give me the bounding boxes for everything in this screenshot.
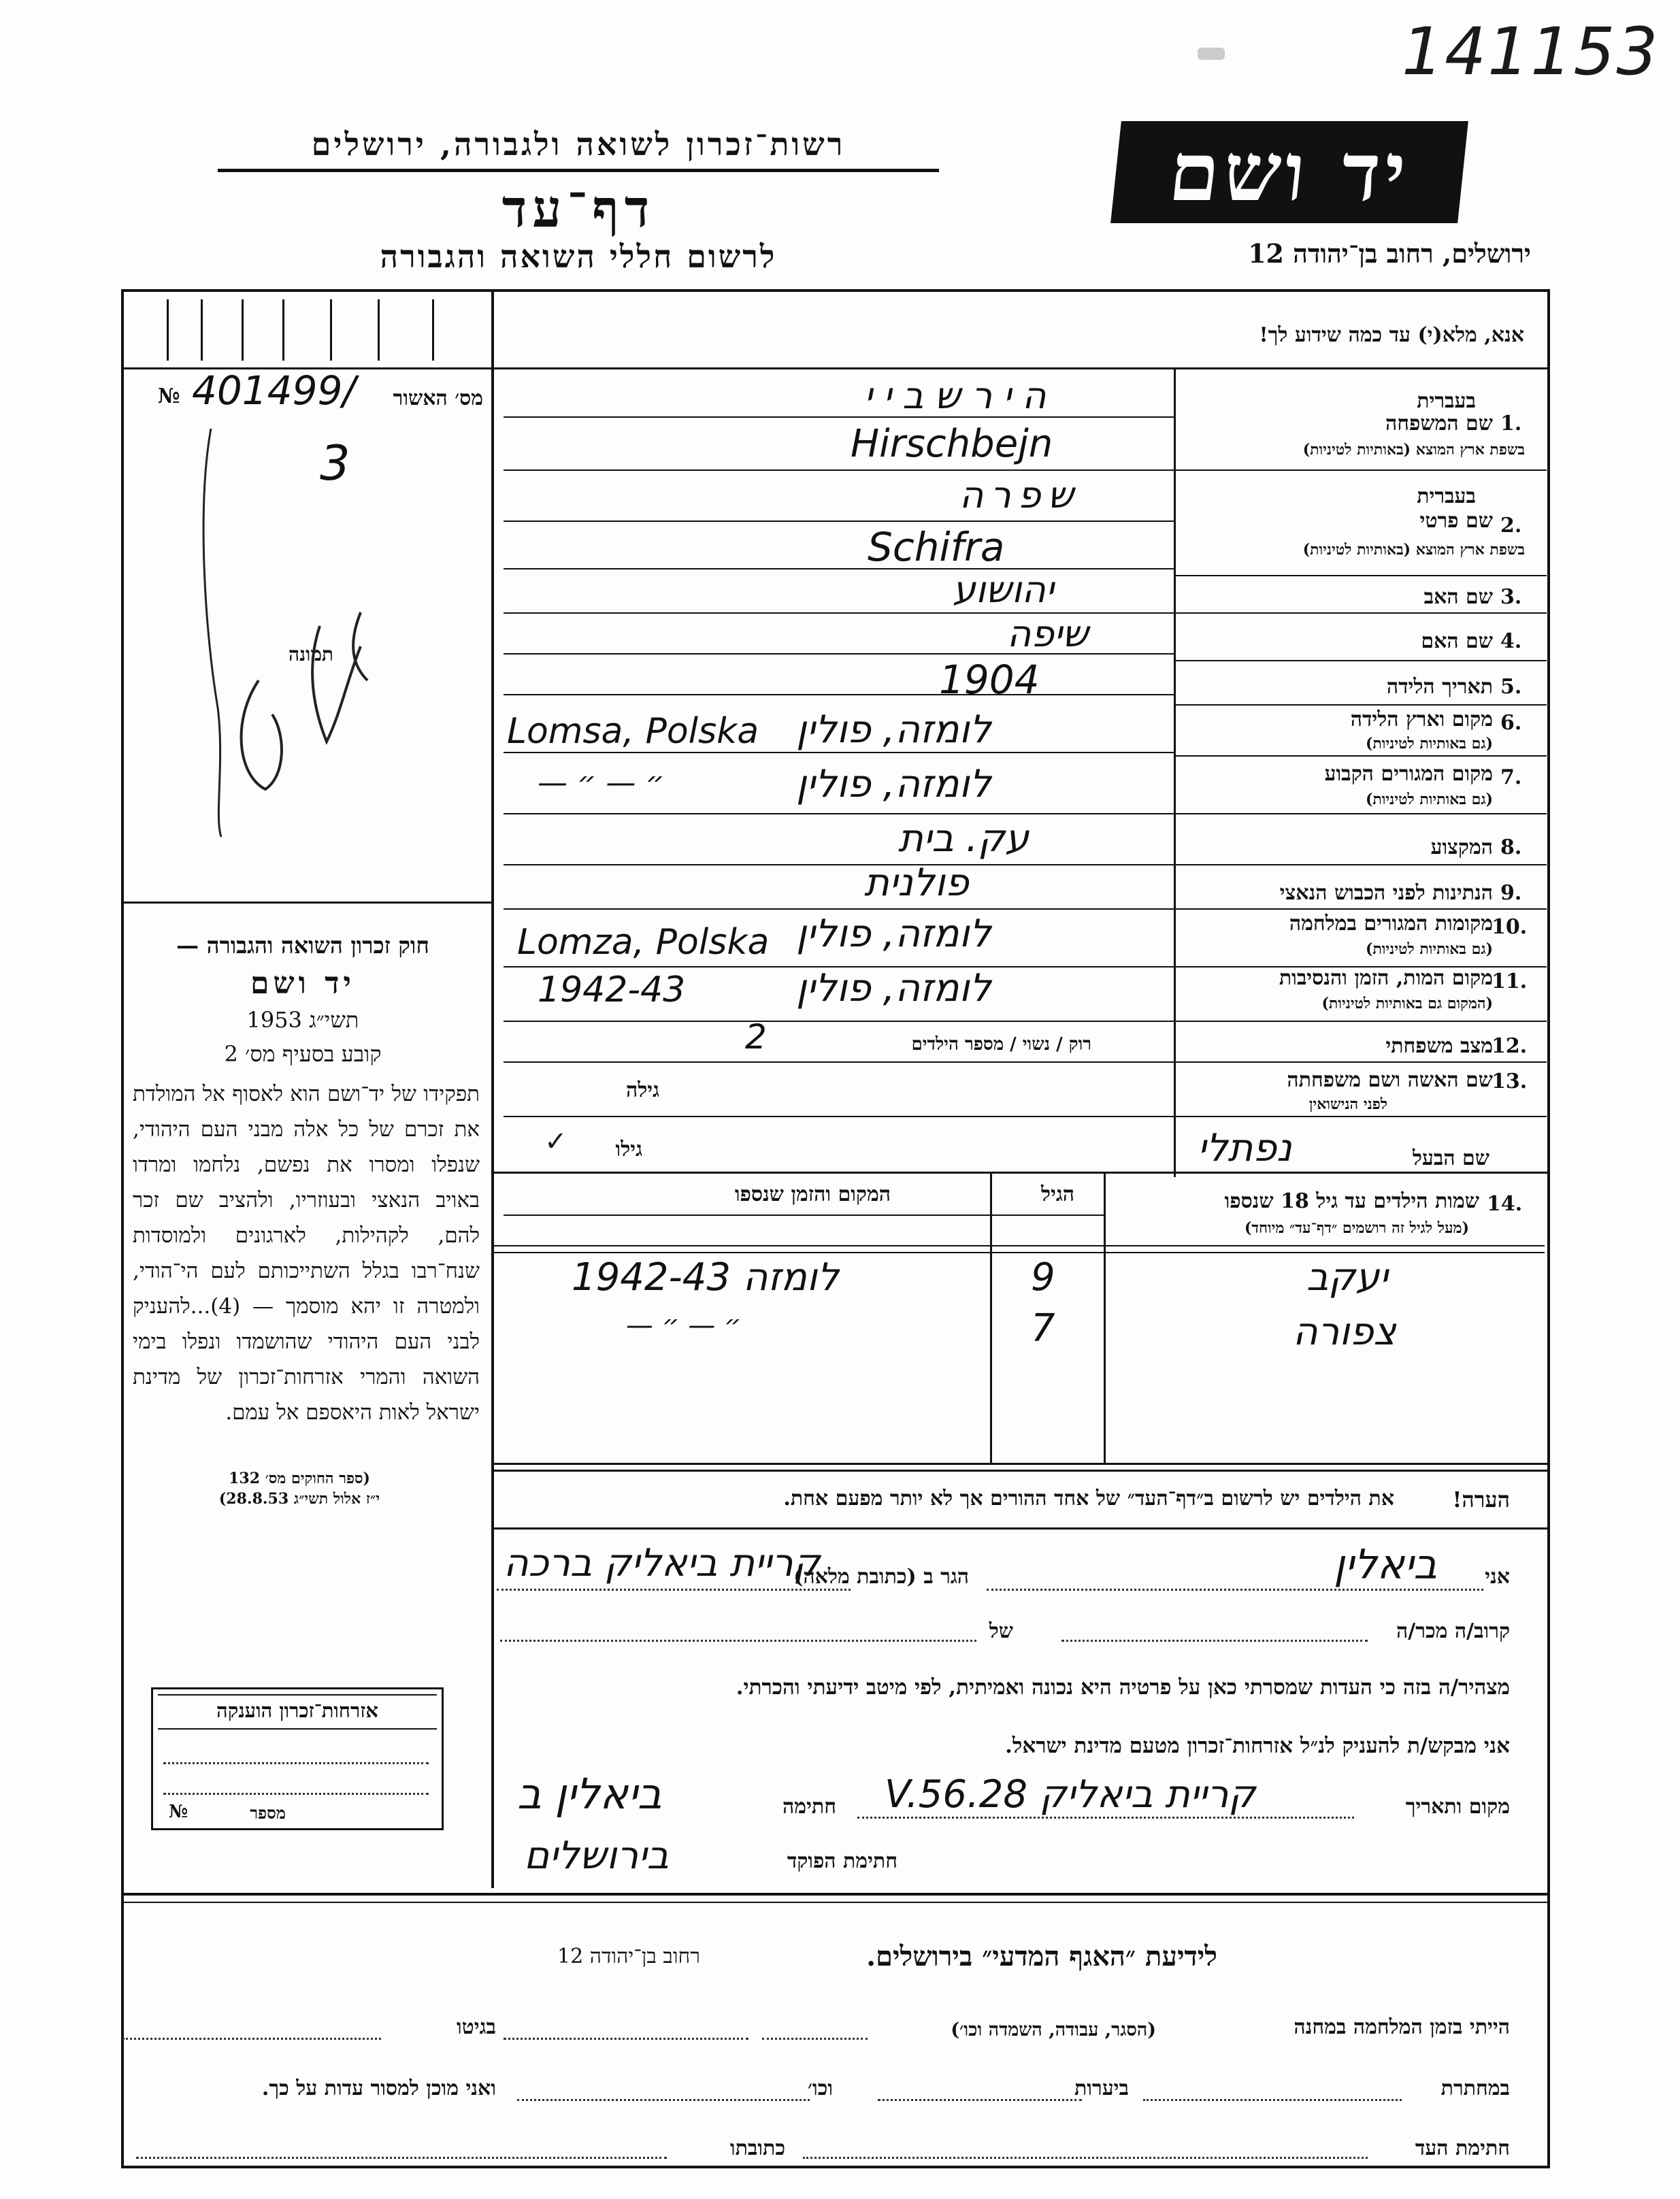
field-1-value-hebrew: הירשביי <box>864 374 1057 417</box>
decl-place-date-value: קריית ביאליק 28.V.56 <box>885 1772 1256 1817</box>
cert-line-2 <box>163 1793 429 1795</box>
field-3-value: יהושוע <box>953 568 1054 611</box>
photo-area-signature <box>157 422 470 844</box>
cert-title-rule <box>158 1728 437 1730</box>
field-2-value-hebrew: שפרה <box>959 474 1081 516</box>
decl-name-value: ביאלין <box>1334 1541 1438 1589</box>
field-10-label: מקומות המגורים במלחמה <box>1289 912 1493 936</box>
field-14-sub: (מעל לגיל זה רושמים ״דף־עד״ מיוחד) <box>1244 1219 1469 1237</box>
approval-label: מס׳ האשור <box>393 386 483 410</box>
field-1-number: 1. <box>1500 412 1522 435</box>
decl-of-label: של <box>989 1619 1013 1643</box>
field-9-label: הנתינות לפני הכבוש הנאצי <box>1279 881 1493 905</box>
cert-number-label: מספר <box>250 1803 286 1823</box>
bottom-line1-start: הייתי בזמן המלחמה במחנה <box>1294 2015 1510 2039</box>
field-8-number: 8. <box>1500 836 1522 859</box>
decl-i-label: אני <box>1485 1565 1510 1589</box>
field-13-number: 13. <box>1492 1070 1528 1093</box>
field-2-label: שם פרטי <box>1419 509 1493 533</box>
field-5-value: 1904 <box>939 657 1040 703</box>
instruction: אנא, מלא(י) עד כמה שידוע לך! <box>1259 323 1524 347</box>
decl-place-date-label: מקום ותאריך <box>1405 1795 1510 1819</box>
field-3-label: שם האב <box>1423 585 1493 609</box>
handwritten-mark: 3 <box>320 435 350 491</box>
field-4-number: 4. <box>1500 629 1522 653</box>
decl-official-sig-value: בירושלים <box>524 1834 669 1878</box>
bottom-line3-fill-2 <box>136 2157 667 2159</box>
decl-statement: מצהיר/ה בזה כי העדות שמסרתי כאן על פרטיה היא נכונה ואמיתית, לפי מיטב ידיעתי והכרתי. <box>736 1675 1510 1700</box>
bottom-title: לידיעת ״האגף המדעי״ בירושלים. <box>866 1940 1217 1972</box>
scan-speck <box>1198 48 1225 60</box>
field-7-number: 7. <box>1500 765 1522 789</box>
bottom-line3-end: כתובתו <box>729 2136 785 2160</box>
decl-relation-line <box>1061 1640 1368 1642</box>
note-label: הערה! <box>1452 1487 1510 1512</box>
law-year: תשי״ג 1953 <box>246 1007 359 1033</box>
field-14-label: שמות הילדים עד גיל 18 שנספו <box>1224 1189 1479 1213</box>
field-7-sub: (גם באותיות לטיניות) <box>1365 791 1493 808</box>
decl-address-value: קריית ביאליק ברכה <box>504 1541 821 1585</box>
decl-of-line <box>500 1640 976 1642</box>
field-11-sub: (המקום גם באותיות לטיניות) <box>1321 995 1493 1012</box>
field-7-value: לומזה, פולין <box>796 762 991 806</box>
left-column-divider <box>491 289 494 1888</box>
bottom-line1-end: בגיטו <box>456 2015 496 2039</box>
bottom-line2-fill-1 <box>1143 2099 1402 2101</box>
field-10-value-hebrew: לומזה, פולין <box>796 912 991 956</box>
cert-line-1 <box>163 1762 429 1764</box>
field-8-label: המקצוע <box>1430 836 1493 859</box>
field-12-options: רוק / נשוי / מספר הילדים <box>911 1034 1091 1055</box>
bottom-line1-fill-mid <box>504 2038 748 2040</box>
field-14-number: 14. <box>1487 1192 1523 1216</box>
field-2-value-latin: Schifra <box>868 524 1005 570</box>
decl-address-line <box>497 1589 851 1591</box>
decl-signature-label: חתימה <box>783 1795 836 1819</box>
field-5-label: תאריך הלידה <box>1386 675 1493 699</box>
cert-title: אזרחות־זכרון הוענקה <box>216 1699 378 1722</box>
yad-vashem-logo: יד ושם <box>1110 121 1468 223</box>
decl-request: אני מבקש/ת להעניק לנ״ל אזרחות־זכרון מטעם מדינת ישראל. <box>1005 1734 1510 1758</box>
header-authority: רשות־זכרון לשואה ולגבורה, ירושלים <box>311 126 846 163</box>
bottom-line2-fill-2 <box>878 2099 1082 2101</box>
field-13-age-label: גילה <box>625 1078 659 1102</box>
field-11-number: 11. <box>1492 970 1528 993</box>
bottom-line3-fill-1 <box>803 2157 1368 2159</box>
field-6-value-hebrew: לומזה, פולין <box>796 708 991 752</box>
law-text: תפקידו של יד־ושם הוא לאסוף אל המולדת את זכרם של כל אלה מבני העם היהודי, שנפלו ומסרו את נפשם, נלחמו ומרדו באויב הנאצי ובעוזריו, ולהציב שם זכר להם, לקהילות, לארגונים ולמוסדות שנח־רבו בגלל השתייכותם לעם הי־הודי, ולמטרה זו יהא מוסמך — (4)...להעניק לבני העם היהודי שהושמדו ונפלו בימי השואה והמרי אזרחות־זכרון של מדינת ישראל לאות היאספם אל עמם. <box>133 1082 480 1425</box>
field-6-label: מקום וארץ הלידה <box>1350 708 1493 731</box>
header-rule <box>218 169 939 172</box>
approval-value: 401499/ <box>192 367 356 414</box>
bottom-line2-fill-3 <box>517 2099 810 2101</box>
instruction-rule <box>494 367 1547 369</box>
archive-number: 141153 <box>1402 14 1660 90</box>
law-reference-1: (ספר החוקים מס׳ 132 <box>229 1470 370 1487</box>
field-1-sub: בשפת ארץ המוצא (באותיות לטיניות) <box>1302 441 1525 459</box>
child-2-name: צפורה <box>1293 1310 1396 1354</box>
bottom-line2-start: במחתרת <box>1440 2077 1510 2100</box>
bottom-line3-start: חתימת העד <box>1415 2136 1510 2160</box>
field-4-label: שם האם <box>1421 629 1493 653</box>
decl-official-sig-label: חתימת הפוקד <box>787 1849 897 1873</box>
field-13-husband-value: נפתלי <box>1198 1126 1292 1170</box>
field-10-value-latin: Lomza, Polska <box>517 922 770 963</box>
field-14-age-col: הגיל <box>1040 1183 1074 1206</box>
field-12-number: 12. <box>1492 1034 1528 1058</box>
bottom-line2-mid1: ביערות <box>1074 2077 1129 2100</box>
header-address: ירושלים, רחוב בן־יהודה 12 <box>1248 238 1531 269</box>
declaration-bottom-rule <box>124 1893 1547 1896</box>
field-11-label: מקום המות, הזמן והנסיבות <box>1279 966 1493 990</box>
decl-name-line <box>987 1589 1483 1591</box>
field-1-value-latin: Hirschbejn <box>851 422 1053 466</box>
field-8-value: עק. בית <box>898 816 1030 861</box>
field-12-label: מצב משפחתי <box>1385 1034 1493 1058</box>
field-6-number: 6. <box>1500 711 1522 735</box>
field-13-husband-age-label: גילו <box>615 1138 642 1161</box>
bottom-line2-mid2: וכו׳ <box>808 2077 833 2100</box>
field-13-sub: לפני הנישואין <box>1308 1095 1387 1113</box>
note-rule <box>494 1527 1547 1530</box>
field-11-value-hebrew: לומזה, פולין <box>796 966 991 1010</box>
bottom-line2-end: ואני מוכן למסור עדות על כך. <box>261 2077 496 2100</box>
law-name: יד ושם <box>250 966 355 1001</box>
law-section: קובע בסעיף מס׳ 2 <box>224 1041 382 1067</box>
label-column-divider <box>1174 367 1176 1177</box>
law-title: חוק זכרון השואה והגבורה — <box>176 932 429 959</box>
cert-box-inner <box>158 1694 437 1696</box>
approval-tick-marks <box>167 299 480 361</box>
field-2-number: 2. <box>1500 514 1522 538</box>
form-title: דף־עד <box>501 178 655 239</box>
decl-place-date-line <box>857 1817 1354 1819</box>
hebrew-label-2: בעברית <box>1417 484 1476 508</box>
cert-no-symbol: № <box>169 1802 188 1822</box>
children-table-top <box>494 1172 1547 1174</box>
field-6-value-latin: Lomsa, Polska <box>507 711 759 752</box>
bottom-line1-fill-left <box>122 2038 381 2040</box>
decl-lives-label: הגר ב (כתובת מלאה) <box>793 1565 969 1589</box>
field-9-value: פולנית <box>864 861 969 905</box>
field-4-value: שיפה <box>1007 612 1089 655</box>
field-13-husband-label: שם הבעל <box>1412 1146 1489 1170</box>
law-rule <box>124 902 491 904</box>
child-1-name: יעקב <box>1306 1255 1388 1300</box>
hebrew-label-1: בעברית <box>1417 389 1476 413</box>
children-table-bottom <box>494 1463 1547 1465</box>
field-12-value: 2 <box>745 1017 767 1057</box>
note-text: את הילדים יש לרשום ב״דף־העד״ של אחד ההורים אך לא יותר מפעם אחת. <box>783 1487 1394 1510</box>
field-10-sub: (גם באותיות לטיניות) <box>1365 940 1493 958</box>
field-10-number: 10. <box>1492 915 1528 939</box>
field-7-value-ditto: — ״ — ״ <box>538 765 665 800</box>
field-5-number: 5. <box>1500 675 1522 699</box>
decl-signature-value: ביאלין ב <box>517 1769 662 1819</box>
field-2-sub: בשפת ארץ המוצא (באותיות לטיניות) <box>1302 541 1525 559</box>
field-11-value-year: 1942-43 <box>538 970 686 1010</box>
child-1-age: 9 <box>1031 1255 1055 1300</box>
bottom-line1-paren: (הסגר, עבודה, השמדה וכו׳) <box>951 2019 1156 2040</box>
bottom-line1-fill-right <box>762 2038 868 2040</box>
law-reference-2: י״ז אלול תשי״ג 28.8.53) <box>218 1490 380 1508</box>
child-2-age: 7 <box>1031 1306 1055 1351</box>
field-6-sub: (גם באותיות לטיניות) <box>1365 735 1493 753</box>
field-7-label: מקום המגורים הקבוע <box>1324 762 1493 786</box>
child-2-place: — ״ — ״ <box>626 1310 742 1341</box>
field-13-check-mark: ✓ <box>544 1126 567 1157</box>
field-9-number: 9. <box>1500 881 1522 905</box>
bottom-address: רחוב בן־יהודה 12 <box>557 1945 700 1968</box>
approval-no-symbol: № <box>158 384 180 408</box>
field-1-label: שם המשפחה <box>1385 412 1493 435</box>
field-3-number: 3. <box>1500 585 1522 609</box>
photo-label: תמונה <box>288 643 333 665</box>
decl-relation-label: קרוב/ה מכר/ה <box>1396 1619 1510 1643</box>
form-subtitle: לרשום חללי השואה והגבורה <box>380 238 777 275</box>
field-14-place-col: המקום והזמן שנספו <box>734 1183 891 1206</box>
field-13-label: שם האשה ושם משפחתה <box>1287 1068 1493 1092</box>
child-1-place: לומזה 1942-43 <box>572 1255 839 1300</box>
